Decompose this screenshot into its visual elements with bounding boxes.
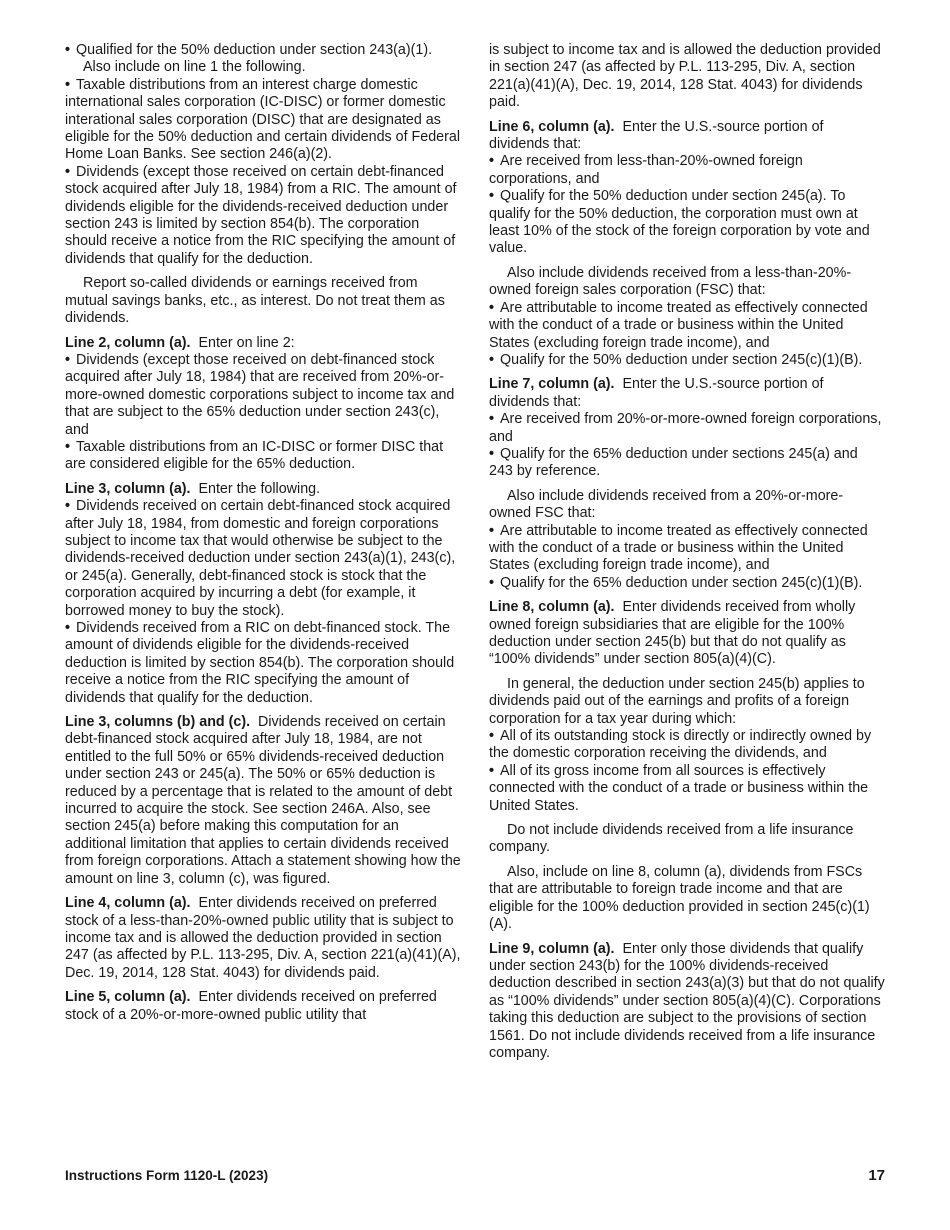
bullet-item: • Qualify for the 65% deduction under section 245(c)(1)(B).: [489, 575, 885, 592]
line-instruction: [65, 989, 461, 1024]
bullet-item: • All of its gross income from all sources is effectively connected with the conduct of a trade or business within the United States.: [489, 763, 885, 815]
line-instruction: [65, 895, 461, 982]
bullet-item: • All of its outstanding stock is directly or indirectly owned by the domestic corporation receiving the dividends, and: [489, 728, 885, 763]
paragraph: In general, the deduction under section 245(b) applies to dividends paid out of the earnings and profits of a foreign corporation for a tax year during which:: [489, 675, 865, 727]
bullet-item: • Are attributable to income treated as effectively connected with the conduct of a trade or business within the United States (excluding foreign trade income), and: [489, 300, 885, 352]
bullet-item: • Dividends (except those received on debt-financed stock acquired after July 18, 1984) that are received from 20%-or-more-owned domestic corporations subject to income tax and that are subject to the 65% deduction under section 243(c), and: [65, 352, 461, 439]
line-heading: Line 7, column (a).: [489, 376, 615, 393]
bullet-item: • Taxable distributions from an IC-DISC or former DISC that are considered eligible for the 65% deduction.: [65, 439, 461, 474]
bullet-item: • Dividends received on certain debt-financed stock acquired after July 18, 1984, from domestic and foreign corporations subject to income tax that would otherwise be subject to the dividends-received deduction under section 243(a)(1), 243(c), or 245(a). Generally, debt-financed stock is stock that the corporation acquired by incurring a debt (for example, it borrowed money to buy the stock).: [65, 498, 461, 620]
line-text: Enter on line 2:: [198, 334, 295, 351]
line-text: Enter the U.S.-source portion of dividends that:: [489, 118, 824, 153]
bullet-item: • Dividends received from a RIC on debt-financed stock. The amount of dividends eligible for the dividends-received deduction is limited by section 854(b). The corporation should receive a notice from the RIC specifying the amount of dividends that qualify for the deduction.: [65, 620, 461, 707]
paragraph: Also include dividends received from a less-than-20%-owned foreign sales corporation (FSC) that:: [489, 264, 852, 299]
bullet-item: • Dividends (except those received on certain debt-financed stock acquired after July 18, 1984) from a RIC. The amount of dividends eligible for the dividends-received deduction under section 243 is limited by section 854(b). The corporation should receive a notice from the RIC specifying the amount of dividends that qualify for the deduction.: [65, 164, 461, 268]
bullet-item: • Qualify for the 50% deduction under section 245(a). To qualify for the 50% deduction, the corporation must own at least 10% of the stock of the foreign corporation by vote and value.: [489, 188, 885, 258]
page-number: 17: [868, 1167, 885, 1184]
bullet-item: • Qualified for the 50% deduction under section 243(a)(1).: [65, 42, 461, 59]
paragraph: Also include on line 1 the following.: [83, 59, 306, 76]
line-text: Enter only those dividends that qualify under section 243(b) for the 100% dividends-received deduction described in section 243(a)(3) but that do not qualify as “100% dividends” under section 805(a)(4)(C). Corporations taking this deduction are subject to the provisions of section 1561. Do not include dividends received from a life insurance company.: [489, 940, 885, 1061]
right-column: [489, 42, 885, 1069]
line-instruction: [65, 714, 461, 888]
line-heading: Line 9, column (a).: [489, 940, 615, 957]
line-heading: Line 8, column (a).: [489, 599, 615, 616]
line-heading: Line 3, columns (b) and (c).: [65, 714, 251, 731]
line-heading: Line 6, column (a).: [489, 118, 615, 135]
line-text: Enter dividends received on preferred stock of a 20%-or-more-owned public utility that: [65, 989, 437, 1023]
line-instruction: [489, 941, 885, 1063]
paragraph: Report so-called dividends or earnings received from mutual savings banks, etc., as interest. Do not treat them as dividends.: [65, 275, 445, 327]
line-text: Enter dividends received from wholly owned foreign subsidiaries that are eligible for the 100% deduction under section 245(b) but that do not qualify as “100% dividends” under section 805(a)(4)(C).: [489, 599, 856, 668]
line-instruction: [65, 481, 461, 498]
footer-form-title: Instructions Form 1120-L (2023): [65, 1168, 269, 1183]
bullet-item: • Are attributable to income treated as effectively connected with the conduct of a trade or business within the United States (excluding foreign trade income), and: [489, 523, 885, 575]
paragraph: Also include dividends received from a 20%-or-more-owned FSC that:: [489, 487, 844, 522]
line-instruction: [65, 335, 461, 352]
line-heading: Line 4, column (a).: [65, 895, 191, 912]
bullet-item: • Taxable distributions from an interest charge domestic international sales corporation (IC-DISC) or former domestic interational sales corporation (DISC) that are designated as eligible for the 50% deduction and certain dividends of Federal Home Loan Banks. See section 246(a)(2).: [65, 77, 461, 164]
line-instruction: [489, 376, 885, 411]
paragraph: Do not include dividends received from a life insurance company.: [489, 822, 854, 856]
line-heading: Line 2, column (a).: [65, 334, 191, 351]
line-instruction: [489, 119, 885, 154]
bullet-item: • Qualify for the 50% deduction under section 245(c)(1)(B).: [489, 352, 885, 369]
line-heading: Line 5, column (a).: [65, 989, 191, 1006]
paragraph: Also, include on line 8, column (a), dividends from FSCs that are attributable to foreign trade income and that are eligible for the 100% deduction provided in section 245(c)(1)(A).: [489, 863, 870, 933]
line-text: Enter the following.: [198, 480, 321, 497]
line-text: Enter dividends received on preferred stock of a less-than-20%-owned public utility that is subject to income tax and is allowed the deduction provided in section 247 (as affected by P.L. 113-295, Div. A, section 221(a)(41)(A), Dec. 19, 2014, 128 Stat. 4043) for dividends paid.: [65, 895, 461, 981]
line-text: Dividends received on certain debt-financed stock acquired after July 18, 1984, are not entitled to the full 50% or 65% dividends-received deduction under section 243 or 245(a). The 50% or 65% deduction is reduced by a percentage that is related to the amount of debt incurred to acquire the stock. See section 246A. Also, see section 245(a) before making this computation for an additional limitation that applies to certain dividends received from foreign corporations. Attach a statement showing how the amount on line 3, column (c), was figured.: [65, 714, 461, 887]
line-instruction: [489, 599, 885, 669]
left-column: [65, 42, 461, 1031]
paragraph: is subject to income tax and is allowed the deduction provided in section 247 (as affected by P.L. 113-295, Div. A, section 221(a)(41)(A), Dec. 19, 2014, 128 Stat. 4043) for dividends paid.: [489, 42, 881, 111]
bullet-item: • Qualify for the 65% deduction under sections 245(a) and 243 by reference.: [489, 446, 885, 481]
line-heading: Line 3, column (a).: [65, 480, 191, 497]
bullet-item: • Are received from 20%-or-more-owned foreign corporations, and: [489, 411, 885, 446]
bullet-item: • Are received from less-than-20%-owned foreign corporations, and: [489, 153, 885, 188]
line-text: Enter the U.S.-source portion of dividends that:: [489, 376, 824, 410]
